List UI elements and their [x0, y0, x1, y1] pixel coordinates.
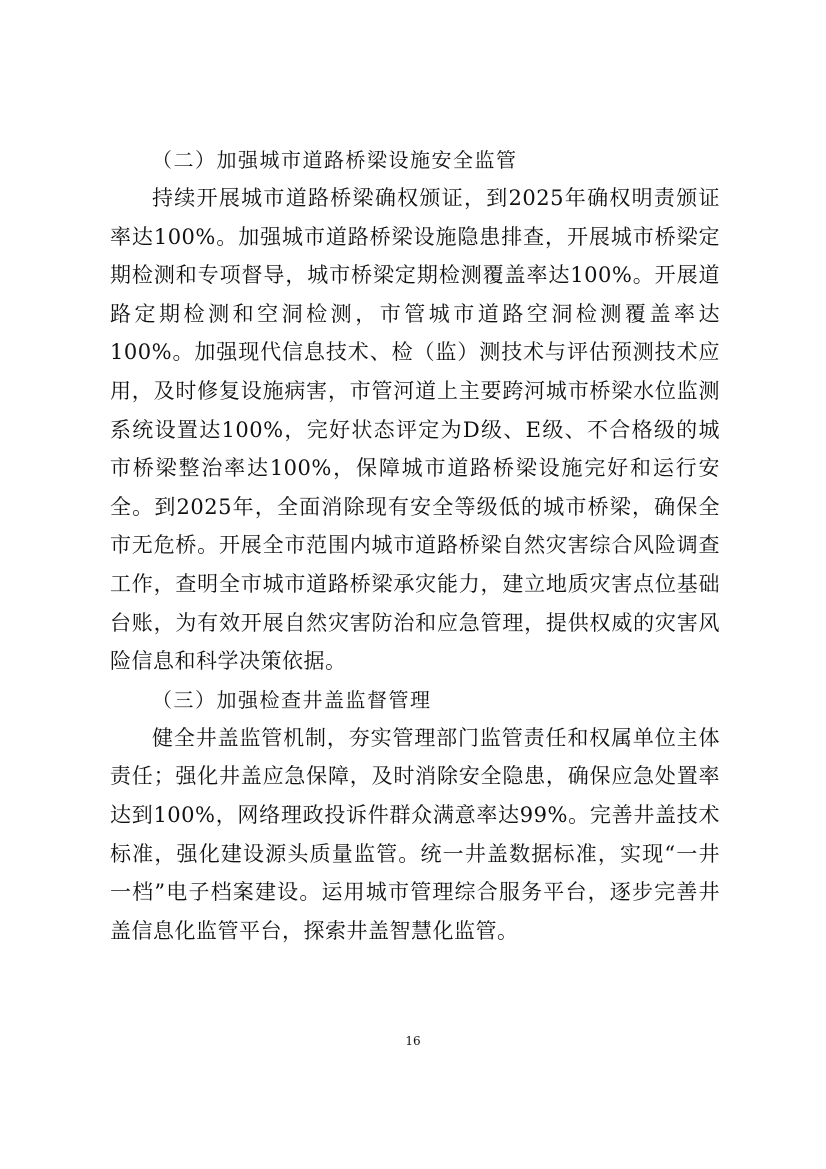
section-paragraph-bridge-safety: 持续开展城市道路桥梁确权颁证，到2025年确权明责颁证率达100%。加强城市道路桥梁设施隐患排查，开展城市桥梁定期检测和专项督导，城市桥梁定期检测覆盖率达100%。开展道路定期检测和空洞检测，市管城市道路空洞检测覆盖率达100%。加强现代信息技术、检（监）测技术与评估预测技术应用，及时修复设施病害，市管河道上主要跨河城市桥梁水位监测系统设置达100%，完好状态评定为D级、E级、不合格级的城市桥梁整治率达100%，保障城市道路桥梁设施完好和运行安全。到2025年，全面消除现有安全等级低的城市桥梁，确保全市无危桥。开展全市范围内城市道路桥梁自然灾害综合风险调查工作，查明全市城市道路桥梁承灾能力，建立地质灾害点位基础台账，为有效开展自然灾害防治和应急管理，提供权威的灾害风险信息和科学决策依据。 — [110, 186, 720, 674]
page-body — [110, 141, 720, 950]
section-heading-bridge-safety: （二）加强城市道路桥梁设施安全监管 — [152, 148, 518, 172]
section-paragraph-manhole-covers: 健全井盖监管机制，夯实管理部门监管责任和权属单位主体责任；强化井盖应急保障，及时消除安全隐患，确保应急处置率达到100%，网络理政投诉件群众满意率达99%。完善井盖技术标准，强化建设源头质量监管。统一井盖数据标准，实现“一井一档”电子档案建设。运用城市管理综合服务平台，逐步完善井盖信息化监管平台，探索井盖智慧化监管。 — [110, 725, 720, 943]
section-heading-manhole-covers: （三）加强检查井盖监督管理 — [152, 687, 432, 712]
page-number: 16 — [405, 1034, 421, 1048]
